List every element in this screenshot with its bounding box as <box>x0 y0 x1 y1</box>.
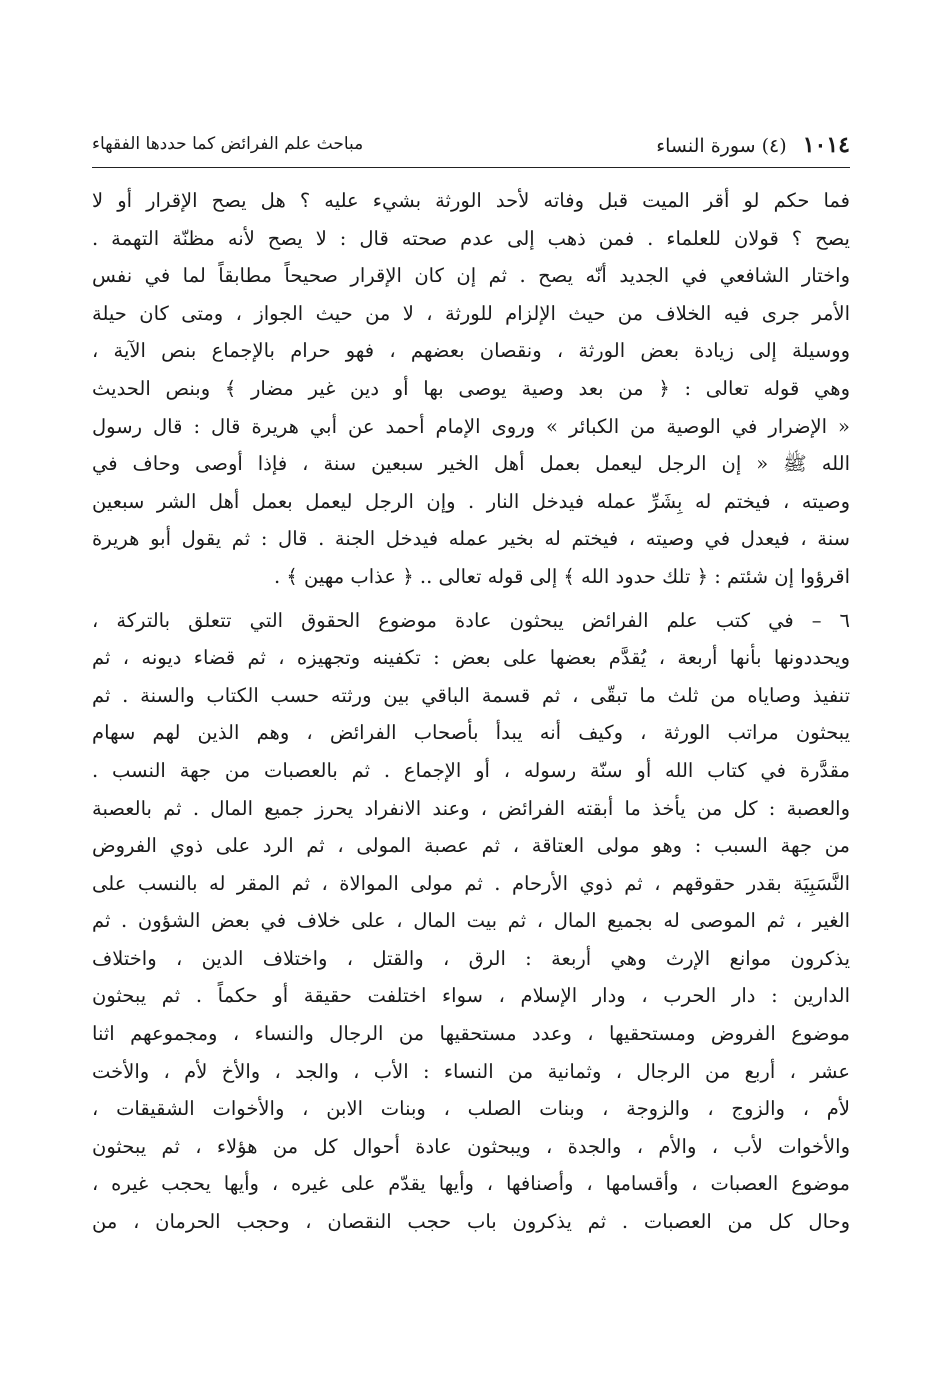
text-line: ووسيلة إلى زيادة بعض الورثة ، ونقصان بعضهم ، فهو حرام بالإجماع بنص الآية ، <box>92 339 850 363</box>
text-line: الله ﷺ « إن الرجل ليعمل بعمل أهل الخير سبعين سنة ، فإذا أوصى وحاف في <box>92 452 850 476</box>
header-divider <box>92 167 850 168</box>
text-line: يذكرون موانع الإرث وهي أربعة : الرق ، والقتل ، واختلاف الدين ، واختلاف <box>92 946 850 970</box>
text-line: الغير ، ثم الموصى له بجميع المال ، ثم بيت المال ، على خلاف في بعض الشؤون . ثم <box>92 909 850 933</box>
text-line: وحال كل من العصبات . ثم يذكرون باب حجب النقصان ، وحجب الحرمان ، من <box>92 1210 850 1234</box>
text-line: وصيته ، فيختم له بِشَرِّ عمله فيدخل النار . وإن الرجل ليعمل بعمل أهل الشر سبعين <box>92 489 850 513</box>
text-line: النَّسَبِيَة بقدر حقوقهم ، ثم ذوي الأرحام . ثم مولى الموالاة ، ثم المقر له بالنسب على <box>92 871 850 895</box>
text-line: « الإضرار في الوصية من الكبائر » وروى الإمام أحمد عن أبي هريرة قال : قال رسول <box>92 414 850 438</box>
page-number: ١٠١٤ <box>802 132 850 158</box>
surah-label: (٤) سورة النساء <box>656 135 787 157</box>
text-line: موضوع العصبات ، وأقسامها ، وأصنافها ، وأيها يقدّم على غيره ، وأيها يحجب غيره ، <box>92 1172 850 1196</box>
text-line: لأم ، والزوج ، والزوجة ، وبنات الصلب ، وبنات الابن ، والأخوات الشقيقات ، <box>92 1097 850 1121</box>
text-line: يصح ؟ قولان للعلماء . فمن ذهب إلى عدم صحته قال : لا يصح لأنه مظنّة التهمة . <box>92 226 850 250</box>
header-page-info <box>656 132 850 158</box>
text-line: مقدَّرة في كتاب الله أو سنّة رسوله ، أو الإجماع . ثم بالعصبات من جهة النسب . <box>92 758 850 782</box>
text-line: الدارين : دار الحرب ، ودار الإسلام ، سواء اختلفت حقيقة أو حكماً . ثم يبحثون <box>92 984 850 1008</box>
text-line: تنفيذ وصاياه من ثلث ما تبقّى ، ثم قسمة الباقي بين ورثته حسب الكتاب والسنة . ثم <box>92 683 850 707</box>
text-line: عشر ، أربع من الرجال ، وثمانية من النساء : الأب ، والجد ، والأخ لأم ، والأخت <box>92 1059 850 1083</box>
text-line: يبحثون مراتب الورثة ، وكيف أنه يبدأ بأصحاب الفرائض ، وهم الذين لهم سهام <box>92 721 850 745</box>
text-line: الأمر جرى فيه الخلاف من حيث الإلزام للورثة ، لا من حيث الجواز ، ومتى كان حيلة <box>92 301 850 325</box>
text-line: موضوع الفروض ومستحقيها ، وعدد مستحقيها من الرجال والنساء ، ومجموعهم اثنا <box>92 1022 850 1046</box>
text-line: من جهة السبب : وهو مولى العتاقة ، ثم عصبة المولى ، ثم الرد على ذوي الفروض <box>92 834 850 858</box>
text-line: وهي قوله تعالى : ﴿ من بعد وصية يوصى بها أو دين غير مضار ﴾ وبنص الحديث <box>92 376 850 400</box>
text-line: اقرؤوا إن شئتم : ﴿ تلك حدود الله ﴾ إلى قوله تعالى .. ﴿ عذاب مهين ﴾ . <box>274 564 850 588</box>
body-text <box>92 182 850 1241</box>
text-line: والأخوات لأب ، والأم ، والجدة ، ويبحثون عادة أحوال كل من هؤلاء ، ثم يبحثون <box>92 1134 850 1158</box>
paragraph-6-start: ٦ – في كتب علم الفرائض يبحثون عادة موضوع الحقوق التي تتعلق بالتركة ، <box>92 608 850 632</box>
text-line: واختار الشافعي في الجديد أنّه يصح . ثم إن كان الإقرار صحيحاً مطابقاً لما في نفس <box>92 264 850 288</box>
text-line: فما حكم لو أقر الميت قبل وفاته لأحد الورثة بشيء عليه ؟ هل يصح الإقرار أو لا <box>92 189 850 212</box>
section-title: مباحث علم الفرائض كما حددها الفقهاء <box>92 134 364 154</box>
text-line: سنة ، فيعدل في وصيته ، فيختم له بخير عمله فيدخل الجنة . قال : ثم يقول أبو هريرة <box>92 527 850 551</box>
text-line: والعصبة : كل من يأخذ ما أبقته الفرائض ، وعند الانفراد يحرز جميع المال . ثم بالعصبة <box>92 796 850 820</box>
text-line: ويحددونها بأنها أربعة ، يُقدَّم بعضها على بعض : تكفينه وتجهيزه ، ثم قضاء ديونه ، ثم <box>92 646 850 670</box>
page-header <box>92 128 850 168</box>
